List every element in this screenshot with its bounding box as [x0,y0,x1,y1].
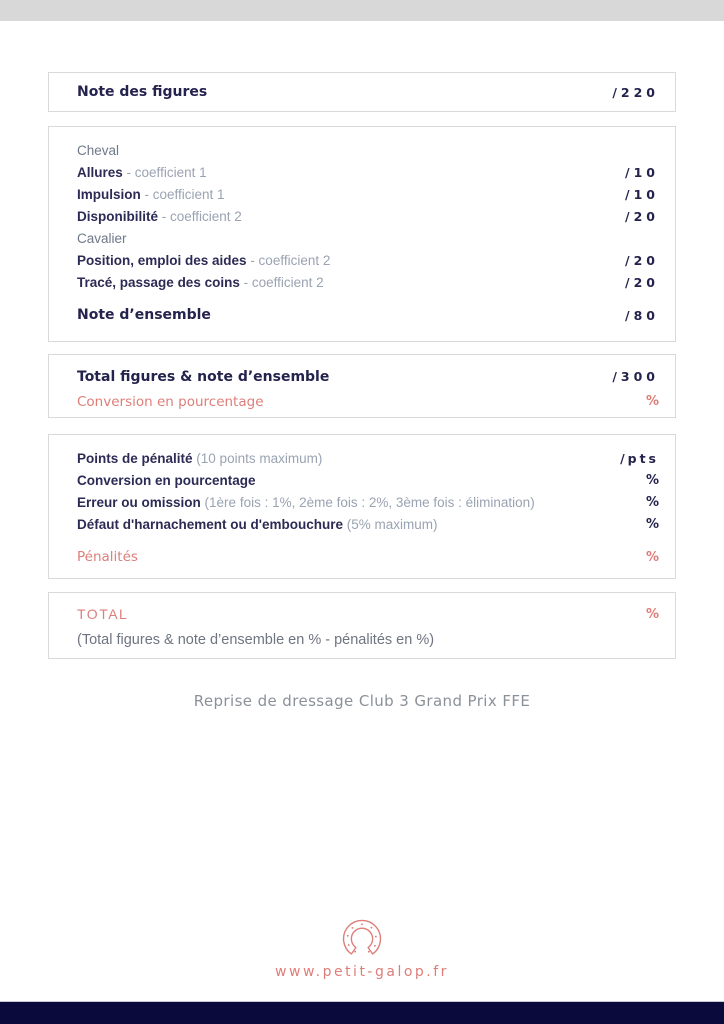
footer-logo [0,914,724,960]
group-row-cheval [77,139,659,161]
group-row-cavalier [77,227,659,249]
row-impulsion [77,183,659,205]
item-coefficient: - coefficient 1 [126,164,207,180]
score-value: /20 [625,274,659,290]
note-ensemble-value: /80 [625,307,659,323]
row-position-aides [77,249,659,271]
item-note: (1ère fois : 1%, 2ème fois : 2%, 3ème fois : élimination) [204,494,535,510]
row-penalites-total [77,546,659,568]
conversion-value: % [645,394,659,409]
score-value: /20 [625,252,659,268]
item-coefficient: - coefficient 2 [250,252,331,268]
item-name: Points de pénalité [77,450,193,466]
total-figures-value: /300 [612,369,659,384]
item-note: (10 points maximum) [196,450,323,466]
item-name: Conversion en pourcentage [77,472,256,488]
row-note-ensemble [77,304,659,326]
item-name: Tracé, passage des coins [77,274,240,290]
note-figures-box [48,72,676,112]
item-name: Erreur ou omission [77,494,201,510]
item-coefficient: - coefficient 1 [144,186,225,202]
group-label-cavalier: Cavalier [77,230,127,246]
bottom-band [0,1001,724,1024]
total-figures-label: Total figures & note d’ensemble [77,368,330,385]
item-coefficient: - coefficient 2 [243,274,324,290]
penalty-value: /pts [620,450,659,466]
score-value: /20 [625,208,659,224]
top-band [0,0,724,21]
score-value: /10 [625,186,659,202]
group-label-cheval: Cheval [77,142,120,158]
grand-total-note: (Total figures & note d’ensemble en % - pénalités en %) [77,632,435,648]
item-name: Position, emploi des aides [77,252,247,268]
row-total-figures [77,364,659,389]
penalites-value: % [645,549,659,565]
penalty-value: % [645,494,659,510]
penalites-label: Pénalités [77,549,138,565]
grand-total-label: TOTAL [77,606,129,622]
row-trace-coins [77,271,659,293]
row-grand-total [77,601,659,627]
item-coefficient: - coefficient 2 [161,208,242,224]
item-name: Défaut d'harnachement ou d'embouchure [77,516,343,532]
item-name: Impulsion [77,186,141,202]
penalty-value: % [645,516,659,532]
note-figures-label: Note des figures [77,84,208,100]
totals-box [48,354,676,418]
row-erreur-omission [77,491,659,513]
penalties-box [48,434,676,579]
row-allures [77,161,659,183]
item-name: Allures [77,164,123,180]
row-conversion-pourcentage [77,389,659,414]
grand-total-box [48,592,676,659]
row-conversion-penalite [77,469,659,491]
note-ensemble-label: Note d’ensemble [77,307,211,323]
score-value: /10 [625,164,659,180]
sheet-caption: Reprise de dressage Club 3 Grand Prix FFE [193,692,531,710]
conversion-label: Conversion en pourcentage [77,393,264,410]
horseshoe-icon [338,914,386,960]
penalty-value: % [645,472,659,488]
row-points-penalite [77,447,659,469]
breakdown-box [48,126,676,342]
grand-total-value: % [645,606,659,622]
item-note: (5% maximum) [346,516,438,532]
row-defaut-harnachement [77,513,659,535]
item-name: Disponibilité [77,208,158,224]
row-disponibilite [77,205,659,227]
website-url: www.petit-galop.fr [275,964,449,980]
note-figures-value: /220 [612,84,659,100]
